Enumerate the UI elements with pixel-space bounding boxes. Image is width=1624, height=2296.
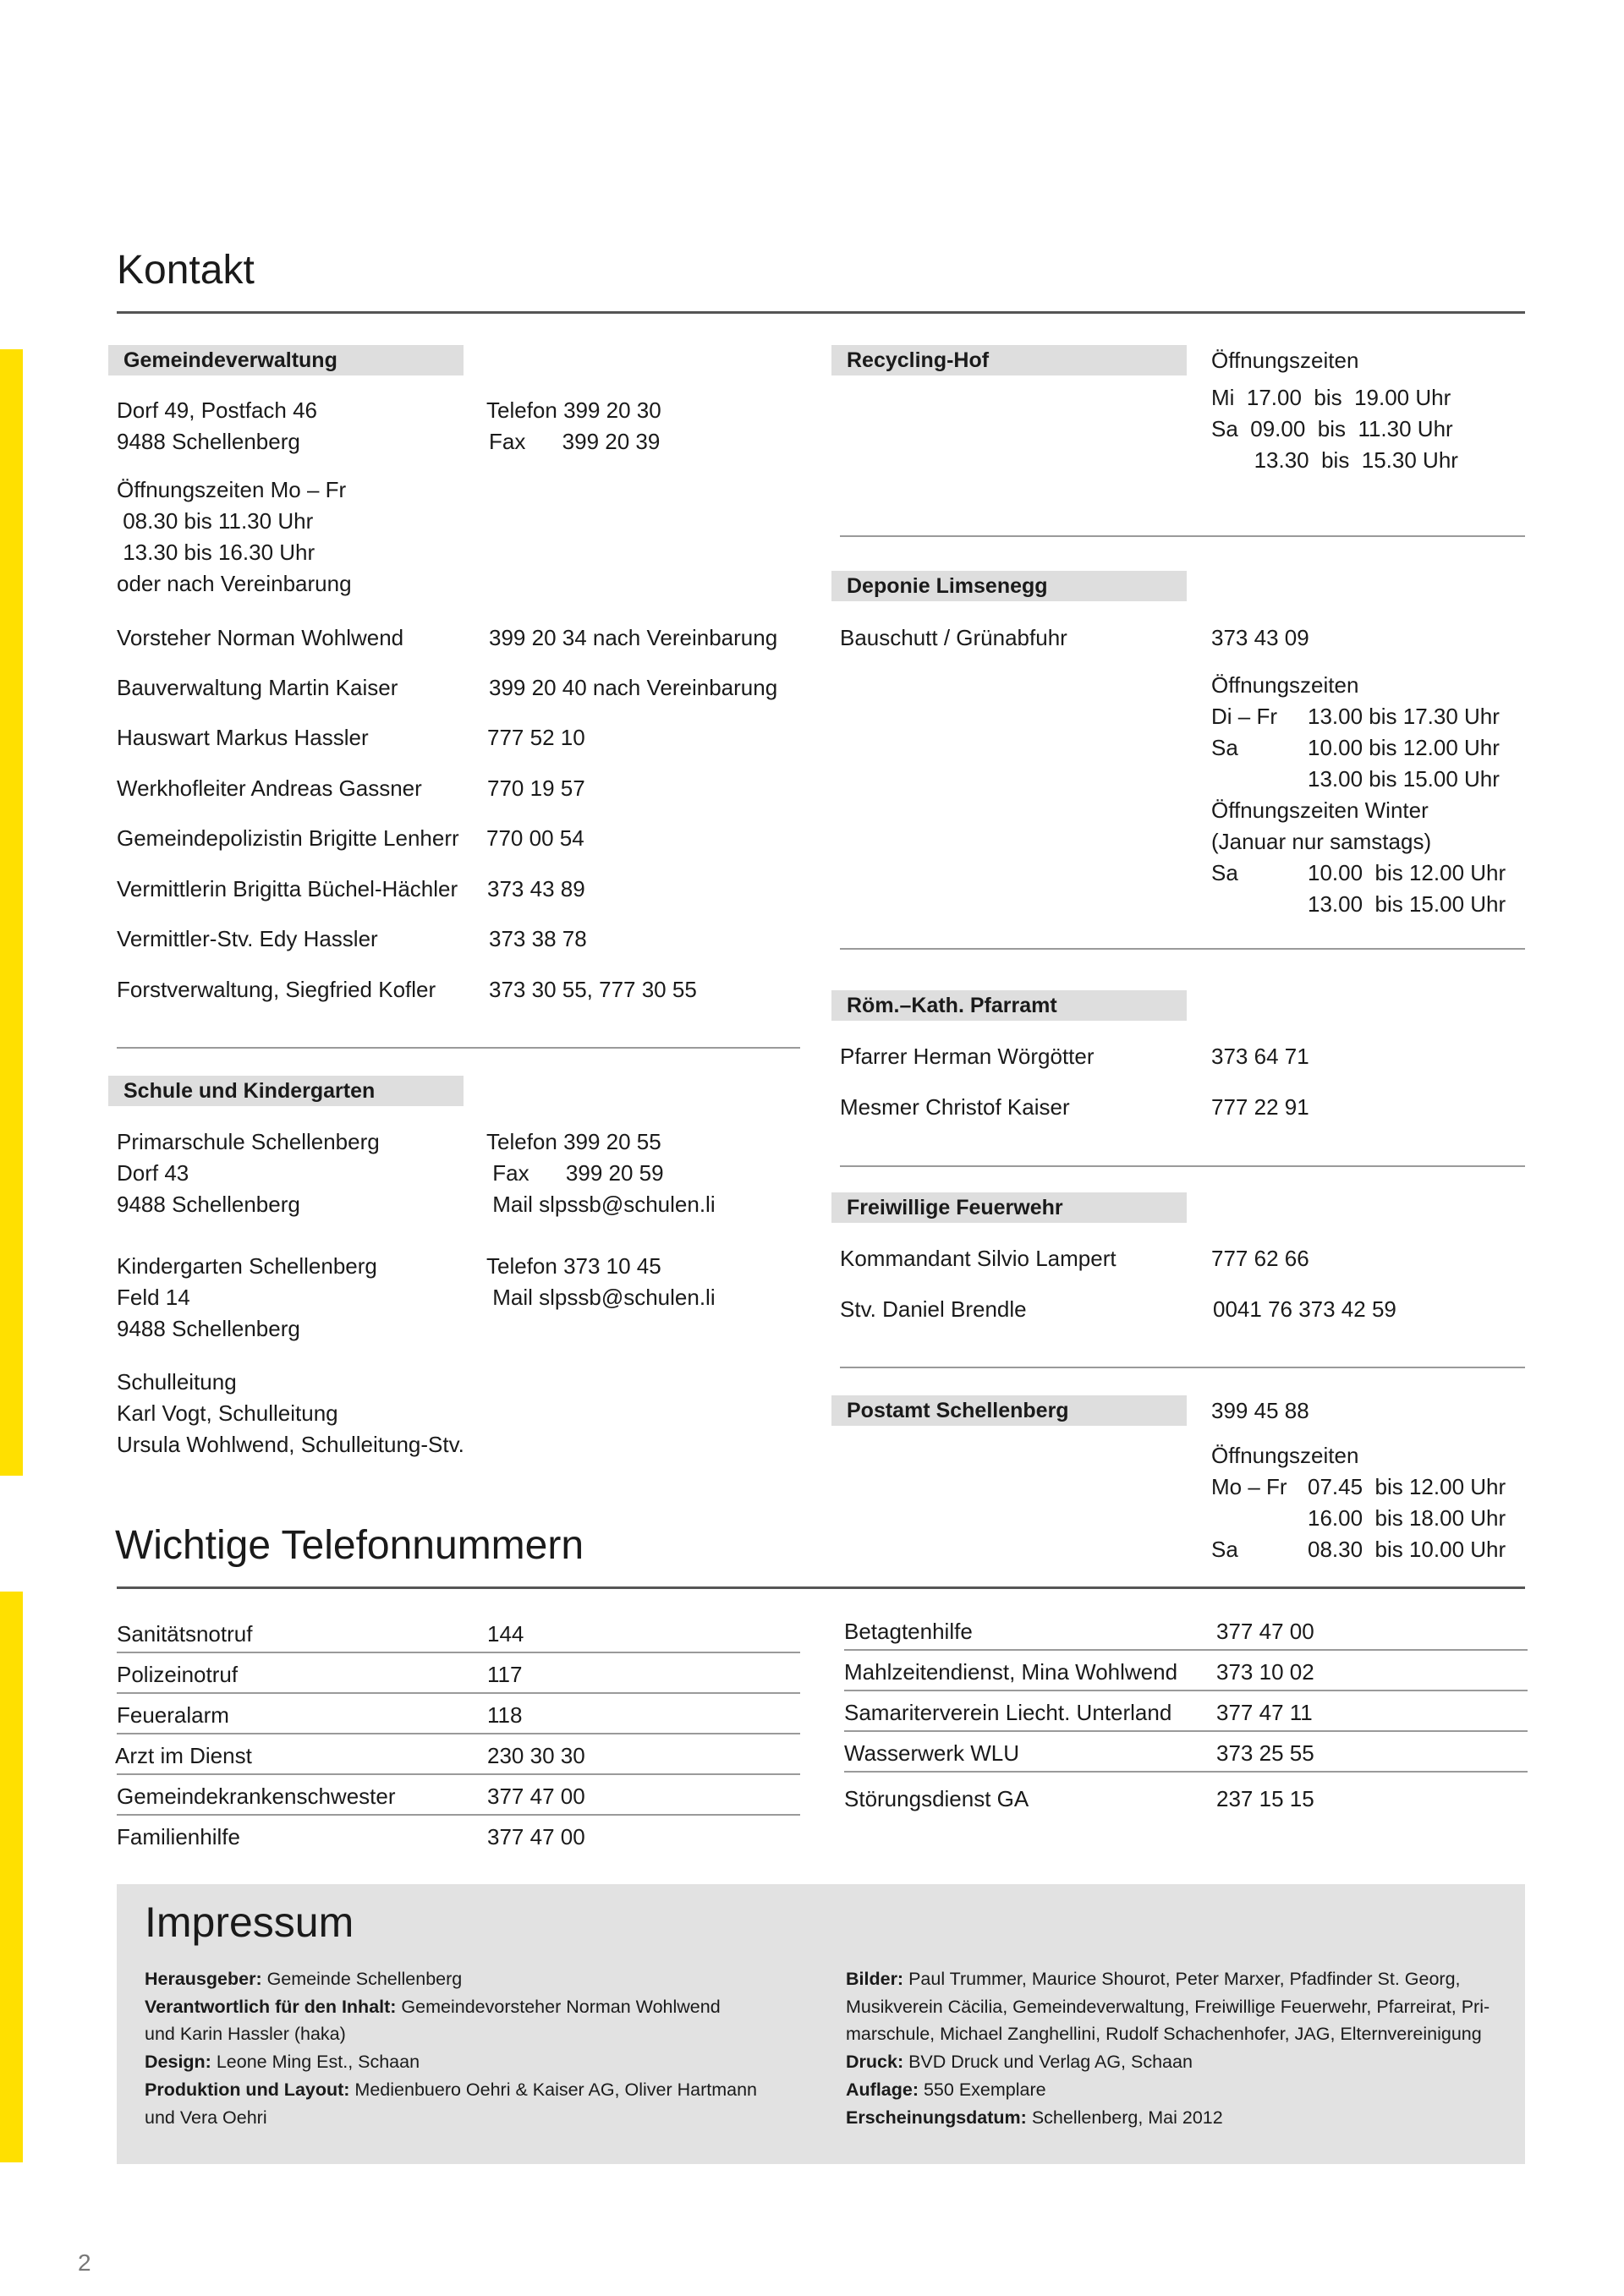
impressum-label: Design: [145, 2052, 211, 2073]
contact-value: 0041 76 373 42 59 [1213, 1296, 1396, 1322]
row-name: Feueralarm [117, 1702, 229, 1728]
gemeinde-opening-hours: Öffnungszeiten Mo – Fr 08.30 bis 11.30 Uhr 13.30 bis 16.30 Uhr oder nach Vereinbarung [117, 477, 352, 596]
primarschule-address: Primarschule Schellenberg Dorf 43 9488 Schellenberg [117, 1129, 380, 1217]
kindergarten-address: Kindergarten Schellenberg Feld 14 9488 Schellenberg [117, 1253, 377, 1341]
row-name: Polizeinotruf [117, 1662, 239, 1687]
row-name: Sanitätsnotruf [117, 1621, 253, 1647]
table-row [844, 1651, 1528, 1691]
row-name: Wasserwerk WLU [844, 1740, 1020, 1766]
table-row [117, 1775, 800, 1816]
kontakt-title: Kontakt [117, 248, 255, 293]
impressum-value: Leone Ming Est., Schaan [211, 2052, 420, 2073]
gemeinde-address: Dorf 49, Postfach 46 9488 Schellenberg [117, 397, 318, 454]
impressum-value: marschule, Michael Zanghellini, Rudolf Schachenhofer, JAG, Elternvereinigung [846, 2024, 1482, 2045]
yellow-accent-bar-top [0, 349, 23, 1476]
section-header-gemeindeverwaltung: Gemeindeverwaltung [108, 345, 464, 375]
table-row [844, 1691, 1528, 1732]
row-number: 373 25 55 [1216, 1740, 1314, 1766]
impressum-value: Paul Trummer, Maurice Shourot, Peter Marxer, Pfadfinder St. Georg, [903, 1969, 1461, 1989]
contact-value: 770 00 54 [486, 825, 584, 851]
contact-name: Vermittler-Stv. Edy Hassler [117, 926, 378, 951]
deponie-hours-times: 13.00 bis 17.30 Uhr 10.00 bis 12.00 Uhr 13.00 bis 15.00 Uhr 10.00 bis 12.00 Uhr 13.00 bis 15.00 Uhr [1308, 704, 1506, 917]
impressum-label: Produktion und Layout: [145, 2079, 350, 2100]
impressum-value: BVD Druck und Verlag AG, Schaan [903, 2052, 1193, 2073]
row-number: 377 47 00 [1216, 1619, 1314, 1644]
divider [117, 1047, 800, 1049]
impressum-value: und Vera Oehri [145, 2107, 267, 2128]
contact-name: Werkhofleiter Andreas Gassner [117, 775, 422, 801]
contact-value: 373 43 89 [487, 876, 585, 901]
schulleitung: Schulleitung Karl Vogt, Schulleitung Ursula Wohlwend, Schulleitung-Stv. [117, 1369, 464, 1457]
impressum-label: Bilder: [846, 1969, 904, 1989]
section-header-deponie: Deponie Limsenegg [831, 571, 1187, 601]
row-name: Gemeindekrankenschwester [117, 1784, 396, 1809]
yellow-accent-bar-bottom [0, 1592, 23, 2162]
impressum-value: Musikverein Cäcilia, Gemeindeverwaltung, Freiwillige Feuerwehr, Pfarreirat, Pri- [846, 1996, 1490, 2017]
table-row [117, 1613, 800, 1653]
deponie-phone: 373 43 09 [1211, 625, 1309, 650]
postamt-hours-days: Öffnungszeiten Mo – Fr Sa [1211, 1443, 1359, 1562]
contact-name: Vermittlerin Brigitta Büchel-Hächler [117, 876, 458, 901]
deponie-hours-days: Öffnungszeiten Di – Fr Sa Öffnungszeiten Winter (Januar nur samstags) Sa [1211, 672, 1432, 885]
row-number: 144 [487, 1621, 524, 1647]
table-row [844, 1773, 1528, 1817]
contact-value: 399 20 40 nach Vereinbarung [489, 675, 778, 700]
row-name: Arzt im Dienst [115, 1743, 252, 1768]
contact-value: 373 64 71 [1211, 1044, 1309, 1069]
row-number: 377 47 00 [487, 1824, 585, 1849]
impressum-right-column [846, 1965, 1514, 2131]
telefon-title: Wichtige Telefonnummern [115, 1523, 584, 1568]
contact-name: Stv. Daniel Brendle [840, 1296, 1027, 1322]
impressum-label: Druck: [846, 2052, 904, 2073]
row-name: Familienhilfe [117, 1824, 240, 1849]
gemeinde-fax: Fax 399 20 39 [489, 429, 661, 454]
row-name: Samariterverein Liecht. Unterland [844, 1700, 1172, 1725]
row-number: 237 15 15 [1216, 1786, 1314, 1811]
section-header-feuerwehr: Freiwillige Feuerwehr [831, 1192, 1187, 1223]
table-row [844, 1732, 1528, 1773]
contact-value: 770 19 57 [487, 775, 585, 801]
impressum-box [117, 1884, 1525, 2164]
impressum-value: und Karin Hassler (haka) [145, 2024, 346, 2045]
contact-value: 399 20 34 nach Vereinbarung [489, 625, 778, 650]
contact-name: Vorsteher Norman Wohlwend [117, 625, 404, 650]
impressum-left-column [145, 1965, 813, 2131]
contact-value: 777 52 10 [487, 725, 585, 750]
impressum-value: Gemeindevorsteher Norman Wohlwend [396, 1996, 721, 2017]
impressum-label: Herausgeber: [145, 1969, 262, 1989]
contact-name: Kommandant Silvio Lampert [840, 1246, 1116, 1271]
impressum-value: Medienbuero Oehri & Kaiser AG, Oliver Hartmann [349, 2079, 758, 2100]
impressum-label: Erscheinungsdatum: [846, 2107, 1027, 2128]
divider [840, 1165, 1525, 1167]
impressum-value: Schellenberg, Mai 2012 [1026, 2107, 1223, 2128]
recycling-hours-label: Öffnungszeiten [1211, 348, 1359, 373]
row-name: Mahlzeitendienst, Mina Wohlwend [844, 1659, 1178, 1685]
impressum-value: 550 Exemplare [919, 2079, 1046, 2100]
telefon-title-rule [117, 1586, 1525, 1589]
contact-name: Mesmer Christof Kaiser [840, 1094, 1070, 1120]
row-number: 230 30 30 [487, 1743, 585, 1768]
kindergarten-contact: Telefon 373 10 45 Mail slpssb@schulen.li [486, 1253, 716, 1310]
table-row [117, 1734, 800, 1775]
contact-value: 777 22 91 [1211, 1094, 1309, 1120]
contact-name: Bauverwaltung Martin Kaiser [117, 675, 398, 700]
primarschule-contact: Telefon 399 20 55 Fax 399 20 59 Mail slpssb@schulen.li [486, 1129, 716, 1217]
table-row [844, 1610, 1528, 1651]
emergency-numbers-table-right [844, 1610, 1528, 1817]
row-number: 377 47 00 [487, 1784, 585, 1809]
impressum-label: Verantwortlich für den Inhalt: [145, 1996, 397, 2017]
row-name: Störungsdienst GA [844, 1786, 1029, 1811]
contact-value: 373 38 78 [489, 926, 587, 951]
page-number: 2 [78, 2249, 91, 2276]
contact-name: Pfarrer Herman Wörgötter [840, 1044, 1095, 1069]
table-row [117, 1816, 800, 1855]
deponie-label: Bauschutt / Grünabfuhr [840, 625, 1067, 650]
impressum-value: Gemeinde Schellenberg [261, 1969, 463, 1989]
emergency-numbers-table-left [117, 1613, 800, 1855]
section-header-schule: Schule und Kindergarten [108, 1076, 464, 1106]
table-row [117, 1694, 800, 1734]
divider [840, 948, 1525, 950]
section-header-pfarramt: Röm.–Kath. Pfarramt [831, 990, 1187, 1021]
contact-value: 373 30 55, 777 30 55 [489, 977, 697, 1002]
recycling-hours: Mi 17.00 bis 19.00 Uhr Sa 09.00 bis 11.30 Uhr 13.30 bis 15.30 Uhr [1211, 385, 1458, 473]
contact-value: 777 62 66 [1211, 1246, 1309, 1271]
row-number: 117 [487, 1662, 523, 1687]
impressum-title: Impressum [145, 1899, 354, 1946]
contact-name: Forstverwaltung, Siegfried Kofler [117, 977, 436, 1002]
divider [840, 535, 1525, 537]
row-number: 373 10 02 [1216, 1659, 1314, 1685]
divider [840, 1367, 1525, 1368]
kontakt-title-rule [117, 311, 1525, 314]
postamt-phone: 399 45 88 [1211, 1398, 1309, 1423]
section-header-recycling: Recycling-Hof [831, 345, 1187, 375]
gemeinde-phone: Telefon 399 20 30 [486, 397, 661, 423]
contact-name: Gemeindepolizistin Brigitte Lenherr [117, 825, 459, 851]
contact-name: Hauswart Markus Hassler [117, 725, 369, 750]
table-row [117, 1653, 800, 1694]
row-number: 118 [487, 1702, 523, 1728]
postamt-hours-times: 07.45 bis 12.00 Uhr 16.00 bis 18.00 Uhr 08.30 bis 10.00 Uhr [1308, 1474, 1506, 1562]
section-header-postamt: Postamt Schellenberg [831, 1395, 1187, 1426]
row-number: 377 47 11 [1216, 1700, 1313, 1725]
impressum-label: Auflage: [846, 2079, 919, 2100]
row-name: Betagtenhilfe [844, 1619, 973, 1644]
